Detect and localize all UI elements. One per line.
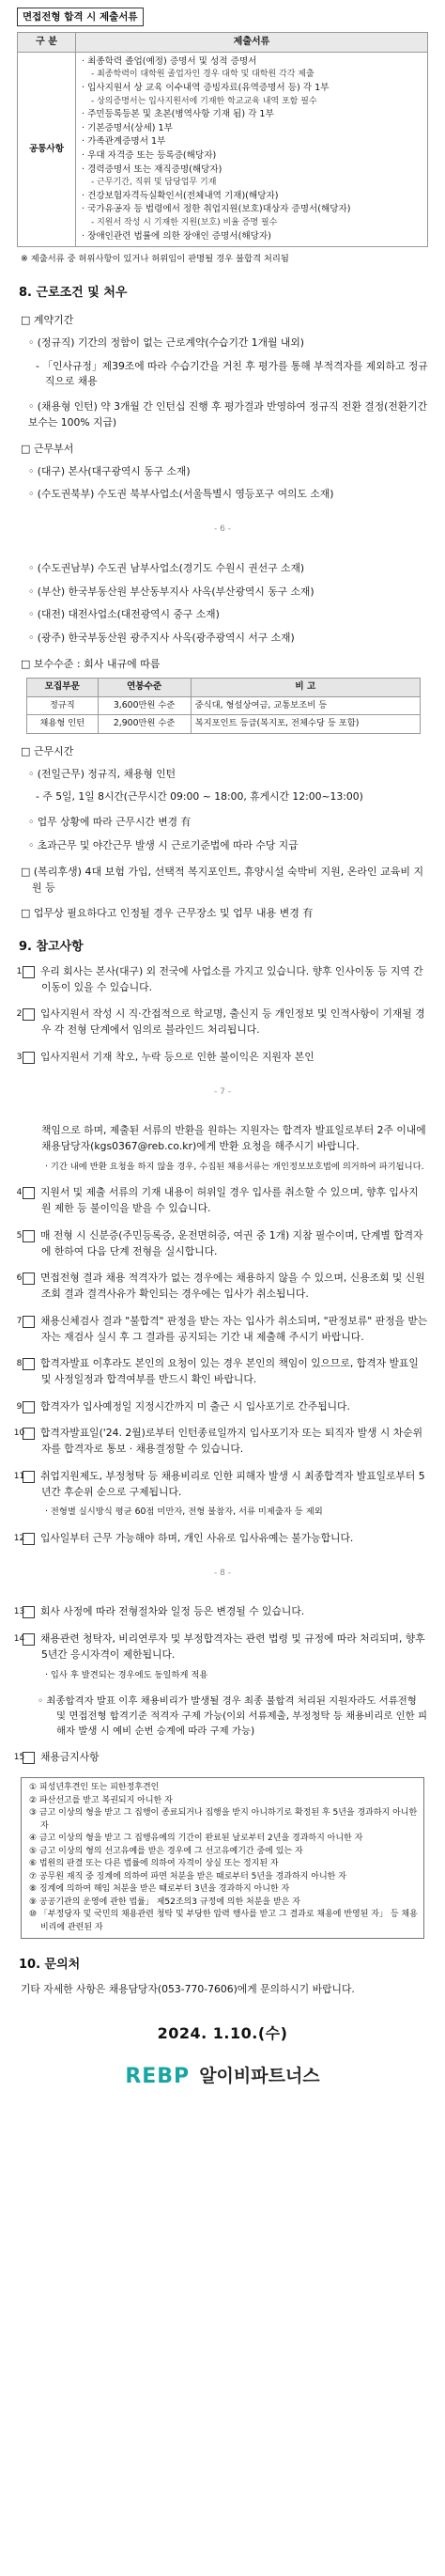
reference-number: 9 bbox=[23, 1401, 35, 1413]
workplace-south: ◦ (수도권남부) 수도권 남부사업소(경기도 수원시 권선구 소재) bbox=[28, 561, 305, 574]
disqualification-item: ⑩ 「부정당자 및 국민의 채용관련 청탁 및 부당한 압력 행사를 받고 그 결과로 채용에 반영된 자」 등 채용비리에 관련된 자 bbox=[29, 1910, 418, 1932]
reference-item bbox=[13, 1426, 428, 1457]
doc-item: · 기본증명서(상세) 1부 bbox=[82, 122, 173, 133]
disqualification-item: ② 파산선고를 받고 복권되지 아니한 자 bbox=[29, 1795, 173, 1805]
workplace-daegu: ◦ (대구) 본사(대구광역시 동구 소재) bbox=[28, 464, 191, 477]
welfare-text: □ (복리후생) 4대 보험 가입, 선택적 복지포인트, 휴양시설 숙박비 지원, 온라인 교육비 지원 등 bbox=[21, 865, 424, 894]
reference-item bbox=[16, 964, 428, 995]
section8-title: 8. 근로조건 및 처우 bbox=[19, 285, 128, 300]
doc-item: · 가족관계증명서 1부 bbox=[82, 136, 166, 148]
reference-sub-note: · 전형별 실시방식 평균 60점 미만자, 전형 불참자, 서류 미제출자 등 제외 bbox=[45, 1507, 323, 1518]
page-number: - 8 - bbox=[214, 1568, 231, 1578]
reference-text: 입사지원서 작성 시 직·간접적으로 학교명, 출신지 등 개인정보 및 인적사항이 기재될 경우 각 전형 단계에서 임의로 블라인드 처리됩니다. bbox=[40, 1007, 425, 1037]
work-hours-change: ◦ 업무 상황에 따라 근무시간 변경 有 bbox=[28, 816, 192, 829]
doc-item: · 경력증명서 또는 재직증명(해당자) bbox=[82, 164, 222, 175]
doc-item: · 장애인관련 법률에 의한 장애인 증명서(해당자) bbox=[82, 230, 271, 242]
reference-item bbox=[13, 1469, 428, 1500]
reference-number: 3 bbox=[23, 1052, 35, 1064]
reference-text: 입사일부터 근무 가능해야 하며, 개인 사유로 입사유예는 불가능합니다. bbox=[40, 1531, 354, 1544]
reference-text: 면접전형 결과 채용 적격자가 없는 경우에는 채용하지 않을 수 있으며, 신용조회 및 신원조회 결과 결격사유가 확인되는 경우에는 입사가 취소됩니다. bbox=[40, 1272, 425, 1301]
pay-header-division: 모집부문 bbox=[27, 678, 99, 696]
workplace-daejeon: ◦ (대전) 대전사업소(대전광역시 중구 소재) bbox=[28, 608, 220, 621]
docs-table bbox=[17, 32, 428, 247]
docs-header-category: 구 분 bbox=[18, 33, 76, 53]
doc-item: - 최종학력이 대학원 졸업자인 경우 대학 및 대학원 각각 제출 bbox=[91, 70, 315, 80]
docs-note: ※ 제출서류 중 허위사항이 있거나 허위임이 판명될 경우 불합격 처리됨 bbox=[21, 254, 289, 265]
reference-text: 입사지원서 기재 착오, 누락 등으로 인한 불이익은 지원자 본인 bbox=[40, 1050, 315, 1063]
footer-logo bbox=[17, 2061, 428, 2093]
reference-text: 합격자가 입사예정일 지정시간까지 미 출근 시 입사포기로 간주됩니다. bbox=[40, 1399, 350, 1413]
doc-item: · 입사지원서 상 교육 이수내역 증빙자료(유역증명서 등) 각 1부 bbox=[82, 83, 330, 94]
pay-cell: 3,600만원 수준 bbox=[98, 696, 191, 714]
table-row bbox=[27, 715, 421, 733]
doc-item: · 주민등록등본 및 초본(병역사항 기재 됨) 각 1부 bbox=[82, 109, 274, 120]
reference-text: 취업지원제도, 부정청탁 등 채용비리로 인한 피해자 발생 시 최종합격자 발표일로부터 5년간 후순위 순으로 구제됩니다. bbox=[40, 1469, 425, 1498]
reference-item bbox=[16, 1314, 428, 1345]
reference-item bbox=[16, 1271, 428, 1302]
workplace-north: ◦ (수도권북부) 수도권 북부사업소(서울특별시 영등포구 여의도 소재) bbox=[28, 488, 334, 501]
pay-cell: 채용형 인턴 bbox=[27, 715, 99, 733]
doc-item: · 국가유공자 등 법령에서 정한 취업지원(보호)대상자 증명서(해당자) bbox=[82, 204, 351, 215]
reference-continuation: ◦ 최종합격자 발표 이후 채용비리가 발생될 경우 최종 불합격 처리된 지원자라도 서류전형 및 면접전형 합격기준 적격자 구제 가능(이외 서류제출, 부정청탁 등 채용비리로 인한 피해자 발생 시 예비 순번 승계에 따라 구제 가능) bbox=[38, 1695, 427, 1738]
doc-item: · 최종학력 졸업(예정) 증명서 및 성적 증명서 bbox=[82, 55, 257, 67]
reference-item bbox=[16, 1228, 428, 1259]
section10-title: 10. 문의처 bbox=[19, 1958, 81, 1973]
pay-cell: 복지포인트 등급(복지포, 전체수당 등 포함) bbox=[191, 715, 420, 733]
reference-text: 회사 사정에 따라 전형절차와 일정 등은 변경될 수 있습니다. bbox=[40, 1605, 305, 1618]
reference-number: 10 bbox=[23, 1428, 35, 1440]
pay-header-note: 비 고 bbox=[191, 678, 420, 696]
disqualification-box bbox=[21, 1777, 424, 1939]
reference-number: 5 bbox=[23, 1230, 35, 1242]
docs-category: 공통사항 bbox=[18, 52, 76, 246]
reference-item bbox=[16, 1050, 428, 1066]
reference-number: 1 bbox=[23, 966, 35, 978]
pay-cell: 정규직 bbox=[27, 696, 99, 714]
reference-text: 우리 회사는 본사(대구) 외 전국에 사업소를 가지고 있습니다. 향후 인사이동 등 지역 간 이동이 있을 수 있습니다. bbox=[40, 964, 423, 993]
table-row bbox=[27, 696, 421, 714]
company-logo-text: 알이비파트너스 bbox=[199, 2066, 320, 2087]
reference-item bbox=[16, 1356, 428, 1387]
section9-title: 9. 참고사항 bbox=[19, 939, 84, 954]
pay-header-salary: 연봉수준 bbox=[98, 678, 191, 696]
reference-item bbox=[16, 1399, 428, 1415]
doc-item: · 건강보험자격득실확인서(전체내역 기재)(해당자) bbox=[82, 190, 279, 201]
contract-heading: □ 계약기간 bbox=[21, 313, 74, 326]
disqualification-item: ⑥ 법원의 판결 또는 다른 법률에 의하여 자격이 상실 또는 정지된 자 bbox=[29, 1859, 279, 1869]
doc-item: - 근무기간, 직위 및 담당업무 기재 bbox=[91, 178, 217, 188]
page-number: - 7 - bbox=[214, 1086, 231, 1097]
work-hours-type: ◦ (전일근무) 정규직, 채용형 인턴 bbox=[28, 767, 176, 780]
pay-table bbox=[26, 678, 421, 734]
reference-text: 채용금지사항 bbox=[40, 1751, 100, 1764]
reference-number: 6 bbox=[23, 1272, 35, 1285]
disqualification-item: ⑨ 공공기관의 운영에 관한 법률」 제52조의3 규정에 의한 처분을 받은 자 bbox=[29, 1897, 300, 1907]
reference-text: 합격자발표일('24. 2월)로부터 인턴종료일까지 입사포기자 또는 퇴직자 발생 시 차순위자를 합격자로 통보 · 채용결정할 수 있습니다. bbox=[40, 1427, 423, 1456]
reference-number: 2 bbox=[23, 1008, 35, 1021]
reference-number: 15 bbox=[23, 1752, 35, 1764]
workplace-gwangju: ◦ (광주) 한국부동산원 광주지사 사옥(광주광역시 서구 소재) bbox=[28, 632, 295, 645]
reference-number: 11 bbox=[23, 1471, 35, 1483]
notice-date: 2024. 1.10.(수) bbox=[157, 2024, 288, 2043]
contract-probation: - 「인사규정」제39조에 따라 수습기간을 거친 후 평가를 통해 부적격자를 제외하고 정규직으로 채용 bbox=[36, 359, 428, 388]
pay-heading: □ 보수수준 : 회사 내규에 따름 bbox=[21, 657, 161, 670]
reference-number: 14 bbox=[23, 1633, 35, 1646]
page-number: - 6 - bbox=[214, 524, 231, 535]
docs-header-documents: 제출서류 bbox=[76, 33, 428, 53]
reference-item bbox=[13, 1750, 428, 1766]
disqualification-item: ③ 금고 이상의 형을 받고 그 집행이 종료되거나 집행을 받지 아니하기로 확정된 후 5년을 경과하지 아니한 자 bbox=[29, 1808, 418, 1831]
reference-number: 4 bbox=[23, 1187, 35, 1199]
disqualification-item: ⑦ 공무원 재직 중 징계에 의하여 파면 처분을 받은 때로부터 5년을 경과하지 아니한 자 bbox=[29, 1871, 346, 1881]
disqualification-item: ⑧ 징계에 의하여 해임 처분을 받은 때로부터 3년을 경과하지 아니한 자 bbox=[29, 1884, 290, 1895]
work-hours-detail: - 주 5일, 1일 8시간(근무시간 09:00 ~ 18:00, 휴게시간 12:00~13:00) bbox=[36, 790, 363, 804]
change-text: □ 업무상 필요하다고 인정될 경우 근무장소 및 업무 내용 변경 有 bbox=[21, 906, 314, 919]
docs-list bbox=[76, 52, 428, 246]
workplace-heading: □ 근무부서 bbox=[21, 442, 74, 455]
reference-item bbox=[13, 1631, 428, 1663]
work-hours-heading: □ 근무시간 bbox=[21, 744, 74, 757]
reference-item bbox=[13, 1531, 428, 1547]
pay-cell: 2,900만원 수준 bbox=[98, 715, 191, 733]
reference-text: 합격자발표 이후라도 본인의 요청이 있는 경우 본인의 책임이 있으므로, 합격자 발표일 및 사정일정과 합격여부를 반드시 확인 바랍니다. bbox=[40, 1357, 419, 1385]
reference-text: 지원서 및 제출 서류의 기재 내용이 허위일 경우 입사를 취소할 수 있으며, 향후 입사지원 제한 등 불이익을 받을 수 있습니다. bbox=[40, 1186, 419, 1215]
reference-text: 매 전형 시 신분증(주민등록증, 운전면허증, 여권 중 1개) 지참 필수이며, 단계별 합격자에 한하여 다음 단계 전형을 실시합니다. bbox=[40, 1228, 423, 1257]
reference-number: 8 bbox=[23, 1358, 35, 1370]
pay-cell: 중식대, 형설상여금, 교통보조비 등 bbox=[191, 696, 420, 714]
work-hours-overtime: ◦ 초과근무 및 야간근무 발생 시 근로기준법에 따라 수당 지급 bbox=[28, 838, 299, 851]
reference-text: 채용신체검사 결과 "불합격" 판정을 받는 자는 입사가 취소되며, "판정보류" 판정을 받는 자는 재검사 실시 후 그 결과를 공지되는 기간 내 제출해 주시기 바랍니다. bbox=[40, 1314, 428, 1343]
disqualification-item: ① 피성년후견인 또는 피한정후견인 bbox=[29, 1783, 160, 1793]
disqualification-item: ④ 금고 이상의 형을 받고 그 집행유예의 기간이 완료된 날로부터 2년을 경과하지 아니한 자 bbox=[29, 1834, 363, 1844]
reference-number: 12 bbox=[23, 1533, 35, 1545]
doc-item: - 상의증명서는 입사지원서에 기재한 학교교육 내역 포함 필수 bbox=[91, 96, 317, 106]
workplace-busan: ◦ (부산) 한국부동산원 부산동부지사 사옥(부산광역시 동구 소재) bbox=[28, 585, 315, 598]
reference-sub-note: · 기간 내에 반환 요청을 하지 않을 경우, 수집된 채용서류는 개인정보보호법에 의거하여 파기됩니다. bbox=[45, 1161, 424, 1172]
doc-item: - 지원서 작성 시 기재한 지원(보호) 비율 증명 필수 bbox=[91, 217, 278, 227]
docs-title: 면접전형 합격 시 제출서류 bbox=[17, 8, 144, 26]
reference-number: 13 bbox=[23, 1606, 35, 1618]
reference-continuation: 책임으로 하며, 제출된 서류의 반환을 원하는 지원자는 합격자 발표일로부터 2주 이내에 채용담당자(kgs0367@reb.co.kr)에게 반환 요청을 해주시기 바랍니다. bbox=[41, 1124, 426, 1153]
reference-text: 채용관련 청탁자, 비리연루자 및 부정합격자는 관련 법령 및 규정에 따라 처리되며, 향후 5년간 응시자격이 제한됩니다. bbox=[40, 1632, 425, 1661]
reference-item bbox=[16, 1007, 428, 1038]
contact-text: 기타 자세한 사항은 채용담당자(053-770-7606)에게 문의하시기 바랍니다. bbox=[21, 1983, 355, 1996]
reference-number: 7 bbox=[23, 1316, 35, 1328]
reference-item bbox=[16, 1185, 428, 1216]
company-logo-mark: REBP bbox=[125, 2064, 191, 2088]
contract-intern: ◦ (채용형 인턴) 약 3개월 간 인턴십 진행 후 평가결과 반영하여 정규직 전환 결정(전환기간 보수는 100% 지급) bbox=[28, 400, 428, 429]
reference-item bbox=[13, 1604, 428, 1620]
contract-regular: ◦ (정규직) 기간의 정함이 없는 근로계약(수습기간 1개월 내외) bbox=[28, 336, 304, 349]
disqualification-item: ⑤ 금고 이상의 형의 선고유예를 받은 경우에 그 선고유예기간 중에 있는 자 bbox=[29, 1846, 303, 1856]
reference-sub-note: · 입사 후 발견되는 경우에도 동일하게 적용 bbox=[45, 1669, 208, 1680]
doc-item: · 우대 자격증 또는 등록증(해당자) bbox=[82, 150, 217, 161]
